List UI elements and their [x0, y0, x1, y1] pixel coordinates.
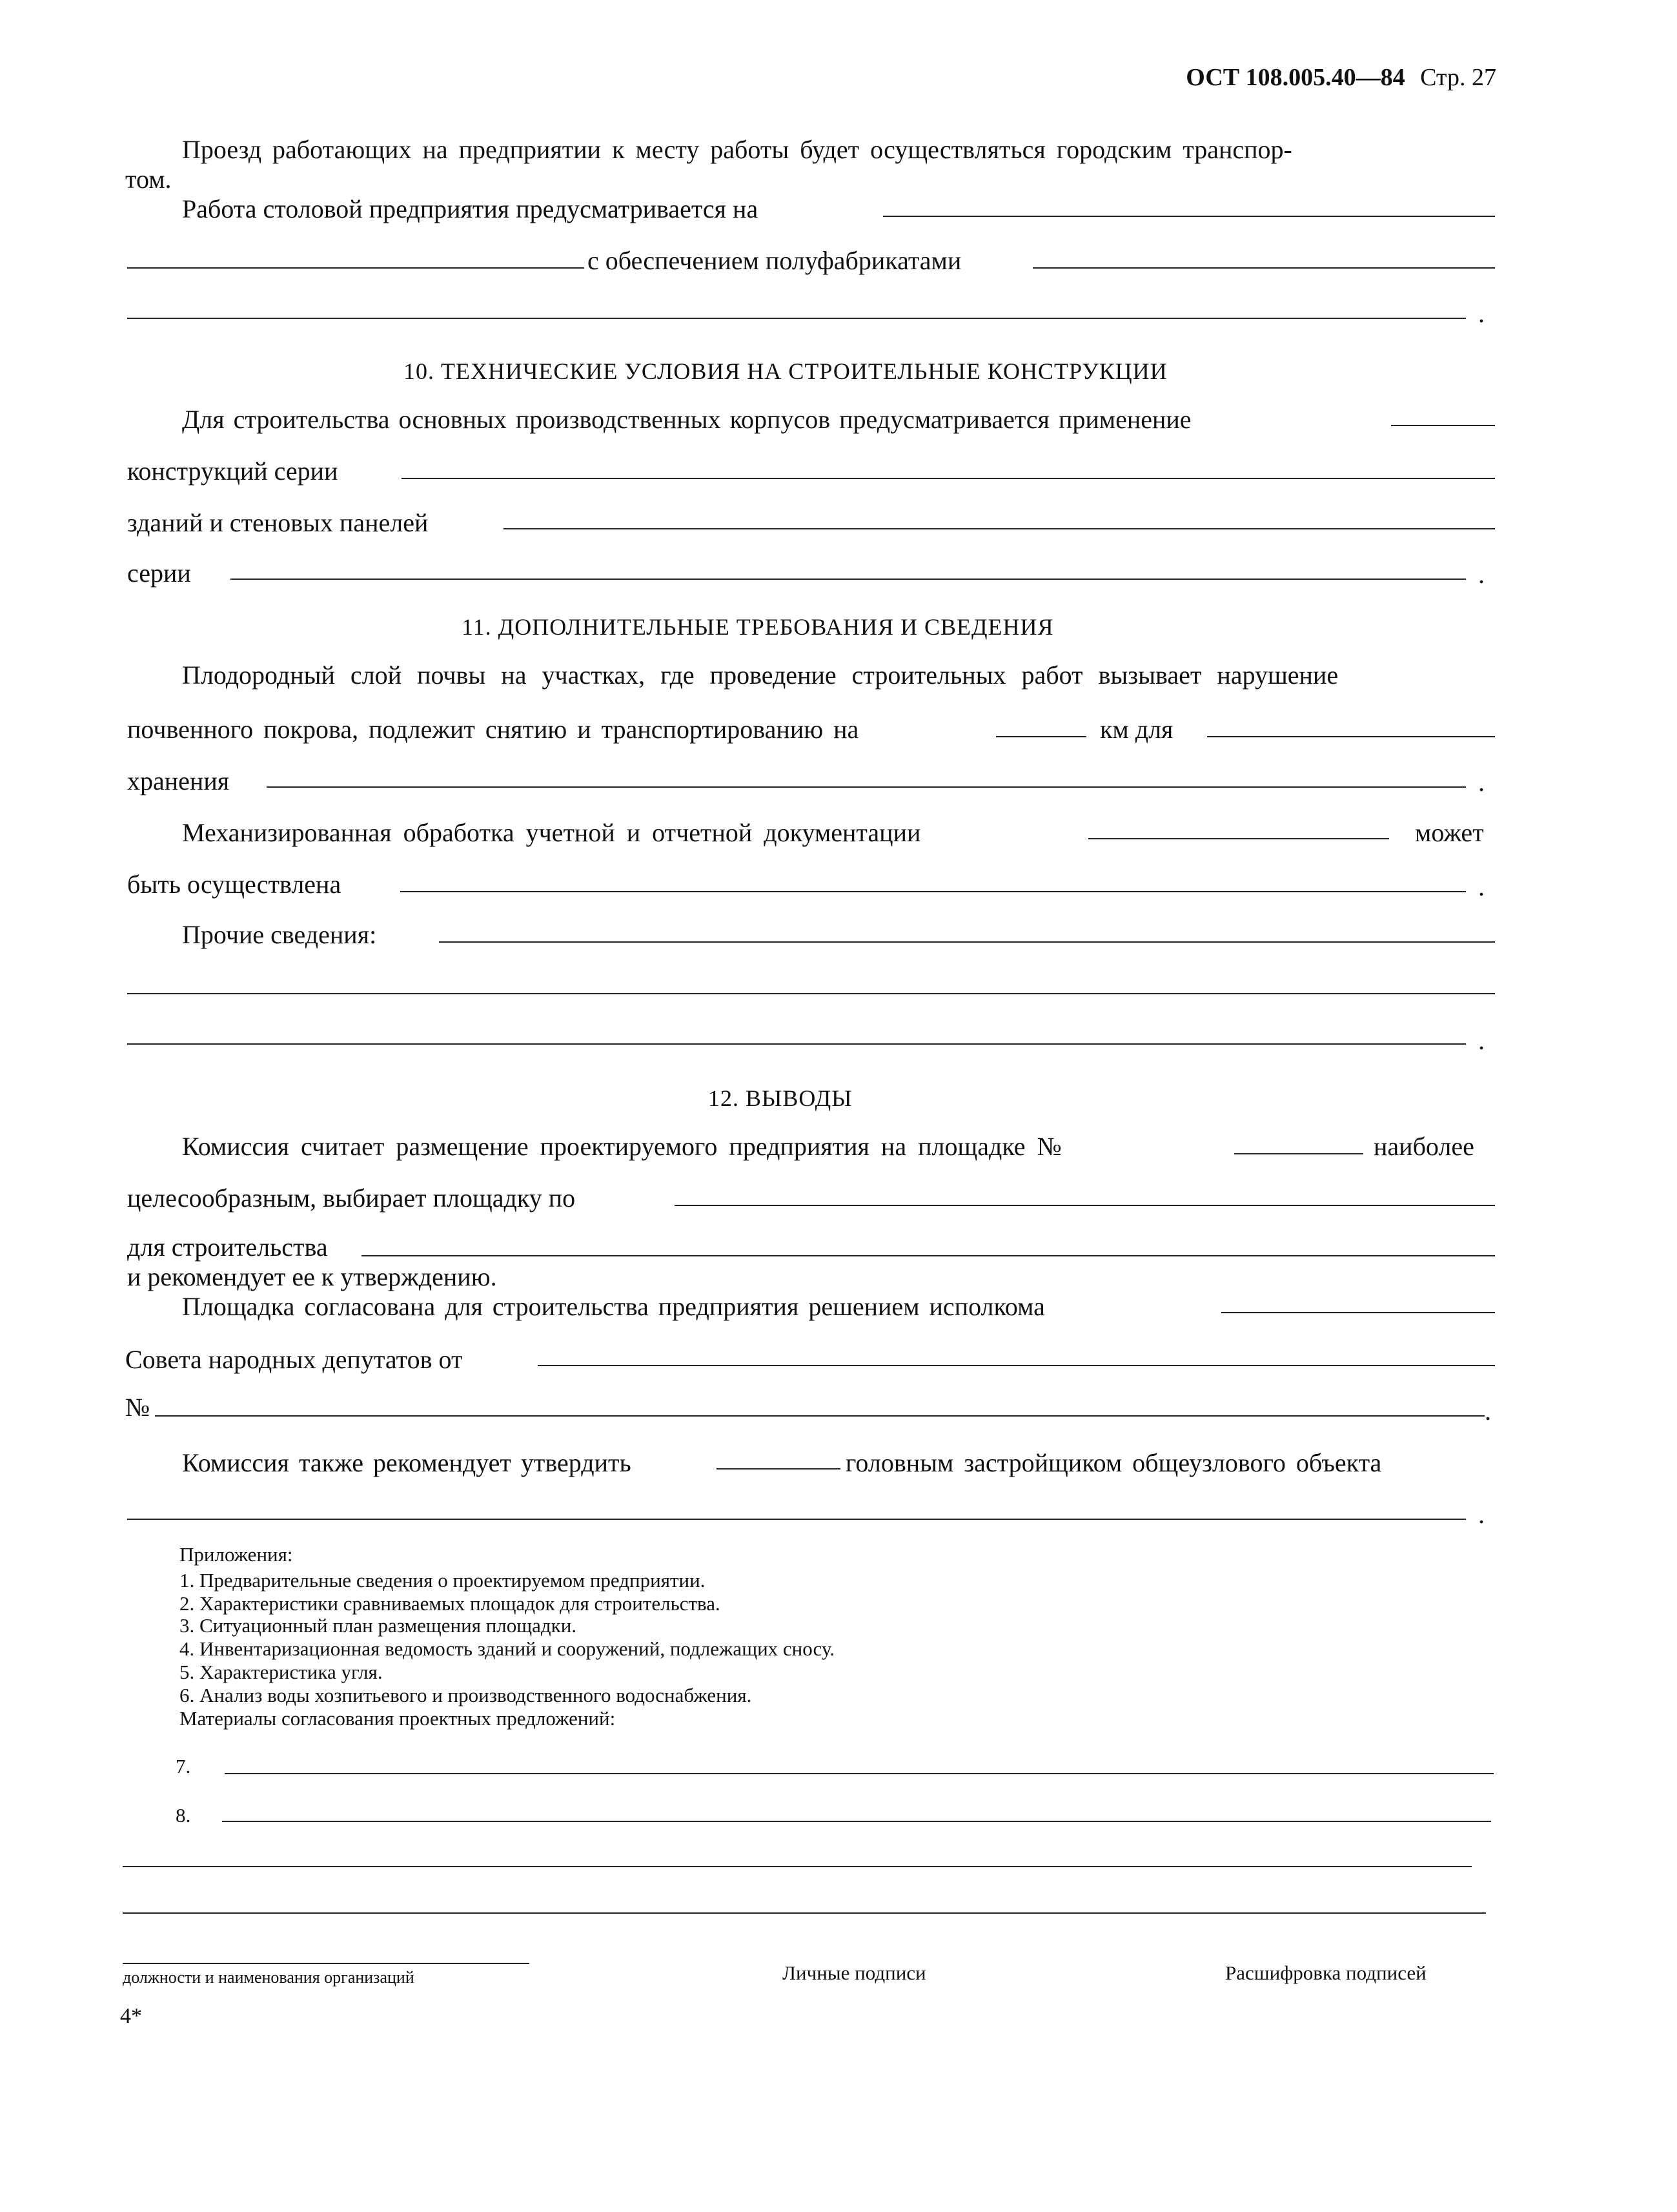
decision-number-field[interactable] — [155, 1415, 1485, 1417]
appendix-item-7-field[interactable] — [225, 1773, 1494, 1774]
signature-decoding-caption: Расшифровка подписей — [1225, 1961, 1427, 1984]
appendix-title: Приложения: — [179, 1543, 293, 1566]
soil-line1-text: Плодородный слой почвы на участках, где проведение строительных работ вызывает нарушение — [182, 661, 1339, 690]
period: . — [1478, 768, 1485, 797]
canteen-label: Работа столовой предприятия предусматривается на — [182, 194, 758, 223]
transport-paragraph-line1 — [182, 137, 1494, 163]
section-10-title: 10. ТЕХНИЧЕСКИЕ УСЛОВИЯ НА СТРОИТЕЛЬНЫЕ КОНСТРУКЦИИ — [403, 358, 1168, 384]
be-carried-out-field[interactable] — [400, 891, 1466, 892]
storage-label: хранения — [127, 766, 230, 795]
agreed-executive-label: Площадка согласована для строительства предприятия решением исполкома — [182, 1292, 1045, 1321]
personal-signatures-caption: Личные подписи — [782, 1961, 926, 1984]
council-date-field[interactable] — [538, 1365, 1495, 1366]
recommend-approval-text: и рекомендует ее к утверждению. — [127, 1262, 497, 1291]
constructions-field-1[interactable] — [1391, 425, 1495, 426]
constructions-series-field[interactable] — [401, 478, 1495, 479]
appendix-item: 6. Анализ воды хозпитьевого и производственного водоснабжения. — [179, 1684, 752, 1706]
appendix-item-8-field[interactable] — [222, 1821, 1491, 1822]
signature-line-1[interactable] — [123, 1866, 1472, 1867]
distance-km-field[interactable] — [996, 736, 1086, 737]
for-construction-label: для строительства — [127, 1233, 328, 1262]
mechanized-processing-label: Механизированная обработка учетной и отчетной документации — [182, 818, 921, 847]
wall-panels-label: зданий и стеновых панелей — [127, 508, 429, 537]
appendix-item-7-number: 7. — [176, 1755, 191, 1777]
page-number: Стр. 27 — [1420, 64, 1496, 91]
mechanized-processing-field[interactable] — [1088, 838, 1389, 839]
canteen-field-3[interactable] — [127, 318, 1466, 319]
period: . — [1478, 560, 1485, 589]
other-info-field-2[interactable] — [127, 993, 1495, 994]
appendix-item: 5. Характеристика угля. — [179, 1661, 383, 1683]
series-field[interactable] — [230, 579, 1466, 580]
appendix-item-8-number: 8. — [176, 1804, 191, 1827]
standard-number: ОСТ 108.005.40—84 — [1186, 64, 1405, 91]
site-number-field[interactable] — [1234, 1153, 1363, 1154]
other-info-label: Прочие сведения: — [182, 920, 377, 949]
be-carried-out-label: быть осуществлена — [127, 870, 341, 899]
canteen-field[interactable] — [883, 216, 1495, 217]
main-developer-label: Комиссия также рекомендует утвердить — [182, 1448, 631, 1477]
executive-committee-field[interactable] — [1221, 1312, 1495, 1313]
sheet-number: 4* — [120, 2004, 142, 2028]
site-choice-label: целесообразным, выбирает площадку по — [127, 1183, 576, 1213]
wall-panels-field[interactable] — [503, 528, 1495, 529]
main-developer-field[interactable] — [717, 1468, 840, 1470]
other-info-field-3[interactable] — [127, 1043, 1466, 1045]
for-construction-field[interactable] — [361, 1255, 1495, 1256]
general-node-object-label: головным застройщиком общеузлового объекта — [846, 1448, 1382, 1477]
appendix-item: 4. Инвентаризационная ведомость зданий и сооружений, подлежащих сносу. — [179, 1637, 835, 1660]
section-11-title: 11. ДОПОЛНИТЕЛЬНЫЕ ТРЕБОВАНИЯ И СВЕДЕНИЯ — [462, 614, 1054, 640]
series-label: серии — [127, 558, 191, 588]
council-date-label: Совета народных депутатов от — [125, 1345, 463, 1374]
other-info-field-1[interactable] — [439, 941, 1495, 943]
page-header — [1186, 63, 1496, 92]
canteen-field-2[interactable] — [127, 267, 584, 269]
constructions-series-label: конструкций серии — [127, 456, 338, 486]
signature-line-2[interactable] — [123, 1912, 1486, 1914]
soil-line2-text: почвенного покрова, подлежит снятию и транспортированию на — [127, 715, 859, 744]
semi-finished-field[interactable] — [1033, 267, 1495, 269]
appendix-item: 1. Предварительные сведения о проектируемом предприятии. — [179, 1569, 706, 1592]
transport-paragraph-text: Проезд работающих на предприятии к месту работы будет осуществляться городским транспор- — [182, 135, 1292, 164]
positions-underline — [123, 1963, 529, 1964]
storage-place-field[interactable] — [1207, 736, 1495, 737]
commission-site-label: Комиссия считает размещение проектируемого предприятия на площадке № — [182, 1132, 1062, 1161]
appendix-item: 2. Характеристики сравниваемых площадок для строительства. — [179, 1592, 720, 1615]
general-node-object-field[interactable] — [127, 1519, 1466, 1520]
section-12-title: 12. ВЫВОДЫ — [708, 1085, 853, 1111]
period: . — [1478, 299, 1485, 328]
semi-finished-label: с обеспечением полуфабрикатами — [587, 246, 962, 275]
number-sign-label: № — [125, 1393, 150, 1422]
period: . — [1478, 1500, 1485, 1529]
soil-line1 — [182, 662, 1495, 688]
storage-field[interactable] — [267, 786, 1466, 788]
constructions-line1: Для строительства основных производственных корпусов предусматривается применение — [182, 405, 1192, 434]
appendix-materials: Материалы согласования проектных предложений: — [179, 1707, 616, 1730]
positions-caption: должности и наименования организаций — [123, 1968, 414, 1987]
site-choice-field[interactable] — [675, 1205, 1495, 1206]
period: . — [1485, 1397, 1491, 1426]
period: . — [1478, 872, 1485, 901]
transport-paragraph-line2: том. — [125, 165, 172, 194]
appendix-item: 3. Ситуационный план размещения площадки. — [179, 1614, 577, 1637]
period: . — [1478, 1026, 1485, 1055]
most-label: наиболее — [1374, 1132, 1474, 1161]
km-label: км для — [1100, 715, 1174, 744]
can-label: может — [1415, 818, 1484, 847]
